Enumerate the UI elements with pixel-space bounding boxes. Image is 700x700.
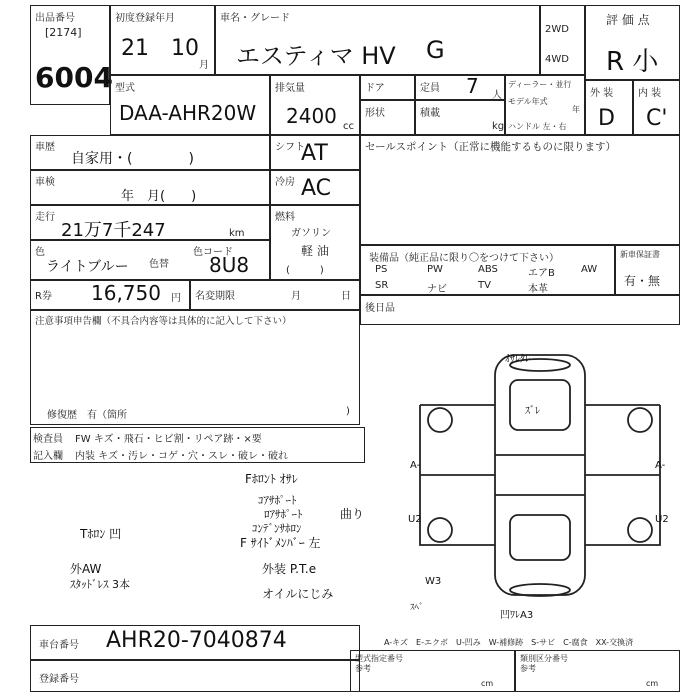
color-code-label: 色コード (193, 247, 233, 258)
handle-label: ハンドル 左・右 (508, 122, 567, 131)
car-body-outline (495, 355, 585, 595)
note-bent: 曲り (340, 507, 365, 521)
name-change-label: 名変期限 (195, 291, 235, 302)
name-change-day: 日 (341, 291, 351, 302)
history-box (30, 135, 270, 170)
sales-point-box (360, 135, 680, 245)
car-windshield (510, 380, 570, 430)
load-box (415, 100, 505, 135)
equipment-leather: 本革 (528, 284, 548, 295)
model-value: DAA-AHR20W (119, 101, 257, 125)
inspection-label: 車検 (35, 177, 55, 188)
checker-row-2: 内装 キズ・汚レ・コゲ・穴・スレ・破レ・破れ (75, 451, 288, 462)
displacement-box (270, 75, 360, 135)
model-designation-label: 型式指定番号 (355, 654, 403, 663)
recycle-value: 16,750 (91, 281, 161, 305)
mark-u2-right: U2 (655, 514, 669, 525)
after-items-label: 後日品 (365, 303, 395, 314)
note-condenser: ｺﾝﾃﾞﾝｻﾎﾛﾝ (252, 522, 302, 535)
displacement-label: 排気量 (275, 83, 305, 94)
color-swap-label: 色替 (149, 259, 169, 270)
first-reg-month: 10 (171, 36, 199, 61)
mark-front-top: ｵｻﾚﾀﾚ (505, 354, 530, 365)
model-designation-cm: cm (481, 679, 494, 688)
capacity-unit: 人 (492, 90, 502, 101)
repair-label: 修復歴 有（箇所 (47, 410, 127, 421)
car-name: エスティマ HV (236, 42, 396, 70)
model-box (110, 75, 270, 135)
warranty-label: 新車保証書 (620, 250, 660, 259)
fuel-label: 燃料 (275, 212, 295, 223)
fuel-paren: ( ) (286, 265, 324, 276)
chassis-box (30, 625, 360, 660)
eval-label: 評 価 点 (606, 13, 650, 27)
recycle-label: R券 (35, 291, 52, 302)
equipment-aw: AW (581, 264, 598, 275)
category-box (515, 650, 680, 692)
warranty-box (615, 245, 680, 295)
mileage-unit: km (229, 228, 245, 239)
first-reg-month-unit: 月 (199, 60, 209, 71)
capacity-value: 7 (466, 74, 479, 98)
note-core-support: ｺｱｻﾎﾟｰﾄ (258, 494, 297, 507)
mark-sube: ｽﾍﾞ (410, 603, 424, 613)
eval-box (585, 5, 680, 80)
dealer-box (505, 75, 585, 135)
kg-unit: kg (492, 121, 505, 132)
recycle-box (30, 280, 190, 310)
checker-label-2: 記入欄 (33, 451, 63, 462)
checker-label-1: 検査員 (33, 434, 63, 445)
model-designation-ref: 参考 (355, 664, 371, 673)
after-items-box (360, 295, 680, 325)
note-oil-leak: オイルにじみ (262, 587, 334, 601)
chassis-label: 車台番号 (39, 640, 79, 651)
name-change-box (190, 280, 360, 310)
note-side-member: F ｻｲﾄﾞﾒﾝﾊﾞｰ 左 (240, 536, 321, 550)
note-t-front: Tﾎﾛﾝ 凹 (80, 527, 122, 541)
inspection-value: 年 月( ) (121, 189, 197, 204)
first-reg-year: 21 (121, 36, 149, 61)
notes-box (30, 310, 360, 425)
mark-u2-left: U2 (408, 514, 422, 525)
warranty-value: 有・無 (624, 274, 661, 288)
capacity-label: 定員 (420, 83, 440, 94)
cooler-label: 冷房 (275, 177, 295, 188)
car-damage-diagram (400, 345, 680, 615)
category-label: 類別区分番号 (520, 654, 568, 663)
note-lower-support: ﾛｱｻﾎﾟｰﾄ (264, 508, 303, 521)
history-label: 車歴 (35, 142, 55, 153)
color-label: 色 (35, 247, 45, 258)
displacement-value: 2400 (286, 104, 337, 128)
first-reg-box (110, 5, 215, 75)
repair-close: ) (346, 406, 350, 417)
legend: A-キズ E-エクボ U-凹み W-補修跡 S-サビ C-腐食 XX-交換済 (384, 638, 634, 647)
interior-value: C' (646, 106, 668, 131)
cc-unit: cc (343, 121, 354, 132)
notes-label: 注意事項申告欄（不具合内容等は具体的に記入して下さい） (35, 316, 292, 327)
lot-sub: [2174] (45, 26, 82, 39)
capacity-box (415, 75, 505, 100)
note-studless: ｽﾀｯﾄﾞﾚｽ 3本 (70, 578, 130, 591)
interior-label: 内 装 (638, 88, 662, 99)
equipment-label: 装備品（純正品に限り〇をつけて下さい） (369, 253, 559, 264)
category-cm: cm (646, 679, 659, 688)
car-name-box (215, 5, 540, 75)
interior-box (633, 80, 680, 135)
sales-point-label: セールスポイント（正常に機能するものに限ります） (365, 141, 617, 153)
car-grade: G (426, 36, 445, 64)
equipment-abs: ABS (478, 264, 498, 275)
lot-label: 出品番号 (35, 13, 75, 24)
exterior-value: D (598, 106, 615, 131)
first-reg-label: 初度登録年月 (115, 13, 175, 24)
shape-label: 形状 (365, 108, 385, 119)
door-box (360, 75, 415, 100)
car-rear-window (510, 515, 570, 560)
cooler-box (270, 170, 360, 205)
equipment-sr: SR (375, 280, 389, 291)
year-unit: 年 (572, 105, 580, 114)
inspection-box (30, 170, 270, 205)
registration-box (30, 660, 360, 692)
drive-2wd: 2WD (545, 24, 569, 35)
recycle-unit: 円 (171, 293, 181, 304)
mileage-label: 走行 (35, 212, 55, 223)
lot-number: 6004 (35, 61, 113, 94)
drive-box (540, 5, 585, 75)
note-aw: 外AW (70, 562, 102, 576)
model-designation-box (350, 650, 515, 692)
mark-a-left: A- (410, 460, 421, 471)
mark-w3: W3 (425, 576, 442, 587)
model-year-label: モデル年式 (508, 97, 548, 106)
mileage-value: 21万7千247 (61, 220, 166, 241)
drive-4wd: 4WD (545, 54, 569, 65)
exterior-label: 外 装 (590, 88, 614, 99)
category-ref: 参考 (520, 664, 536, 673)
mark-misalign: ｽﾞﾚ (525, 406, 540, 417)
equipment-navi: ナビ (427, 284, 447, 295)
equipment-airbag: エアB (528, 268, 555, 279)
fuel-diesel: 軽 油 (301, 244, 329, 258)
cooler-value: AC (301, 176, 332, 201)
note-front-panel: Fﾎﾛﾝﾄ ｵｻﾚ (245, 472, 298, 486)
color-value: ライトブルー (46, 259, 129, 275)
note-exterior-pt: 外装 P.T.e (262, 562, 317, 576)
equipment-tv: TV (478, 280, 491, 291)
history-value: 自家用・( ) (71, 151, 194, 167)
checker-row-1: FW キズ・飛石・ヒビ割・リペア跡・×要 (75, 434, 262, 445)
lot-box (30, 5, 113, 105)
exterior-box (585, 80, 633, 135)
load-label: 積載 (420, 108, 440, 119)
color-code-value: 8U8 (209, 253, 250, 277)
door-label: ドア (365, 83, 385, 94)
equipment-ps: PS (375, 264, 388, 275)
fuel-gasoline: ガソリン (291, 228, 331, 239)
chassis-value: AHR20-7040874 (106, 628, 287, 653)
dealer-label: ディーラー・並行 (508, 80, 572, 89)
equipment-pw: PW (427, 264, 443, 275)
name-change-month: 月 (291, 291, 301, 302)
shape-box (360, 100, 415, 135)
shift-box (270, 135, 360, 170)
car-name-label: 車名・グレード (220, 13, 290, 24)
mileage-box (30, 205, 270, 240)
shift-value: AT (301, 141, 328, 166)
registration-label: 登録番号 (39, 674, 79, 685)
mark-rear: 凹ﾜﾚA3 (500, 610, 534, 621)
eval-value: R 小 (606, 47, 659, 77)
fuel-box (270, 205, 360, 280)
shift-label: シフト (275, 142, 305, 153)
mark-a-right: A- (655, 460, 666, 471)
equipment-box (360, 245, 615, 295)
checker-box (30, 427, 365, 463)
color-box (30, 240, 270, 280)
model-label: 型式 (115, 83, 135, 94)
